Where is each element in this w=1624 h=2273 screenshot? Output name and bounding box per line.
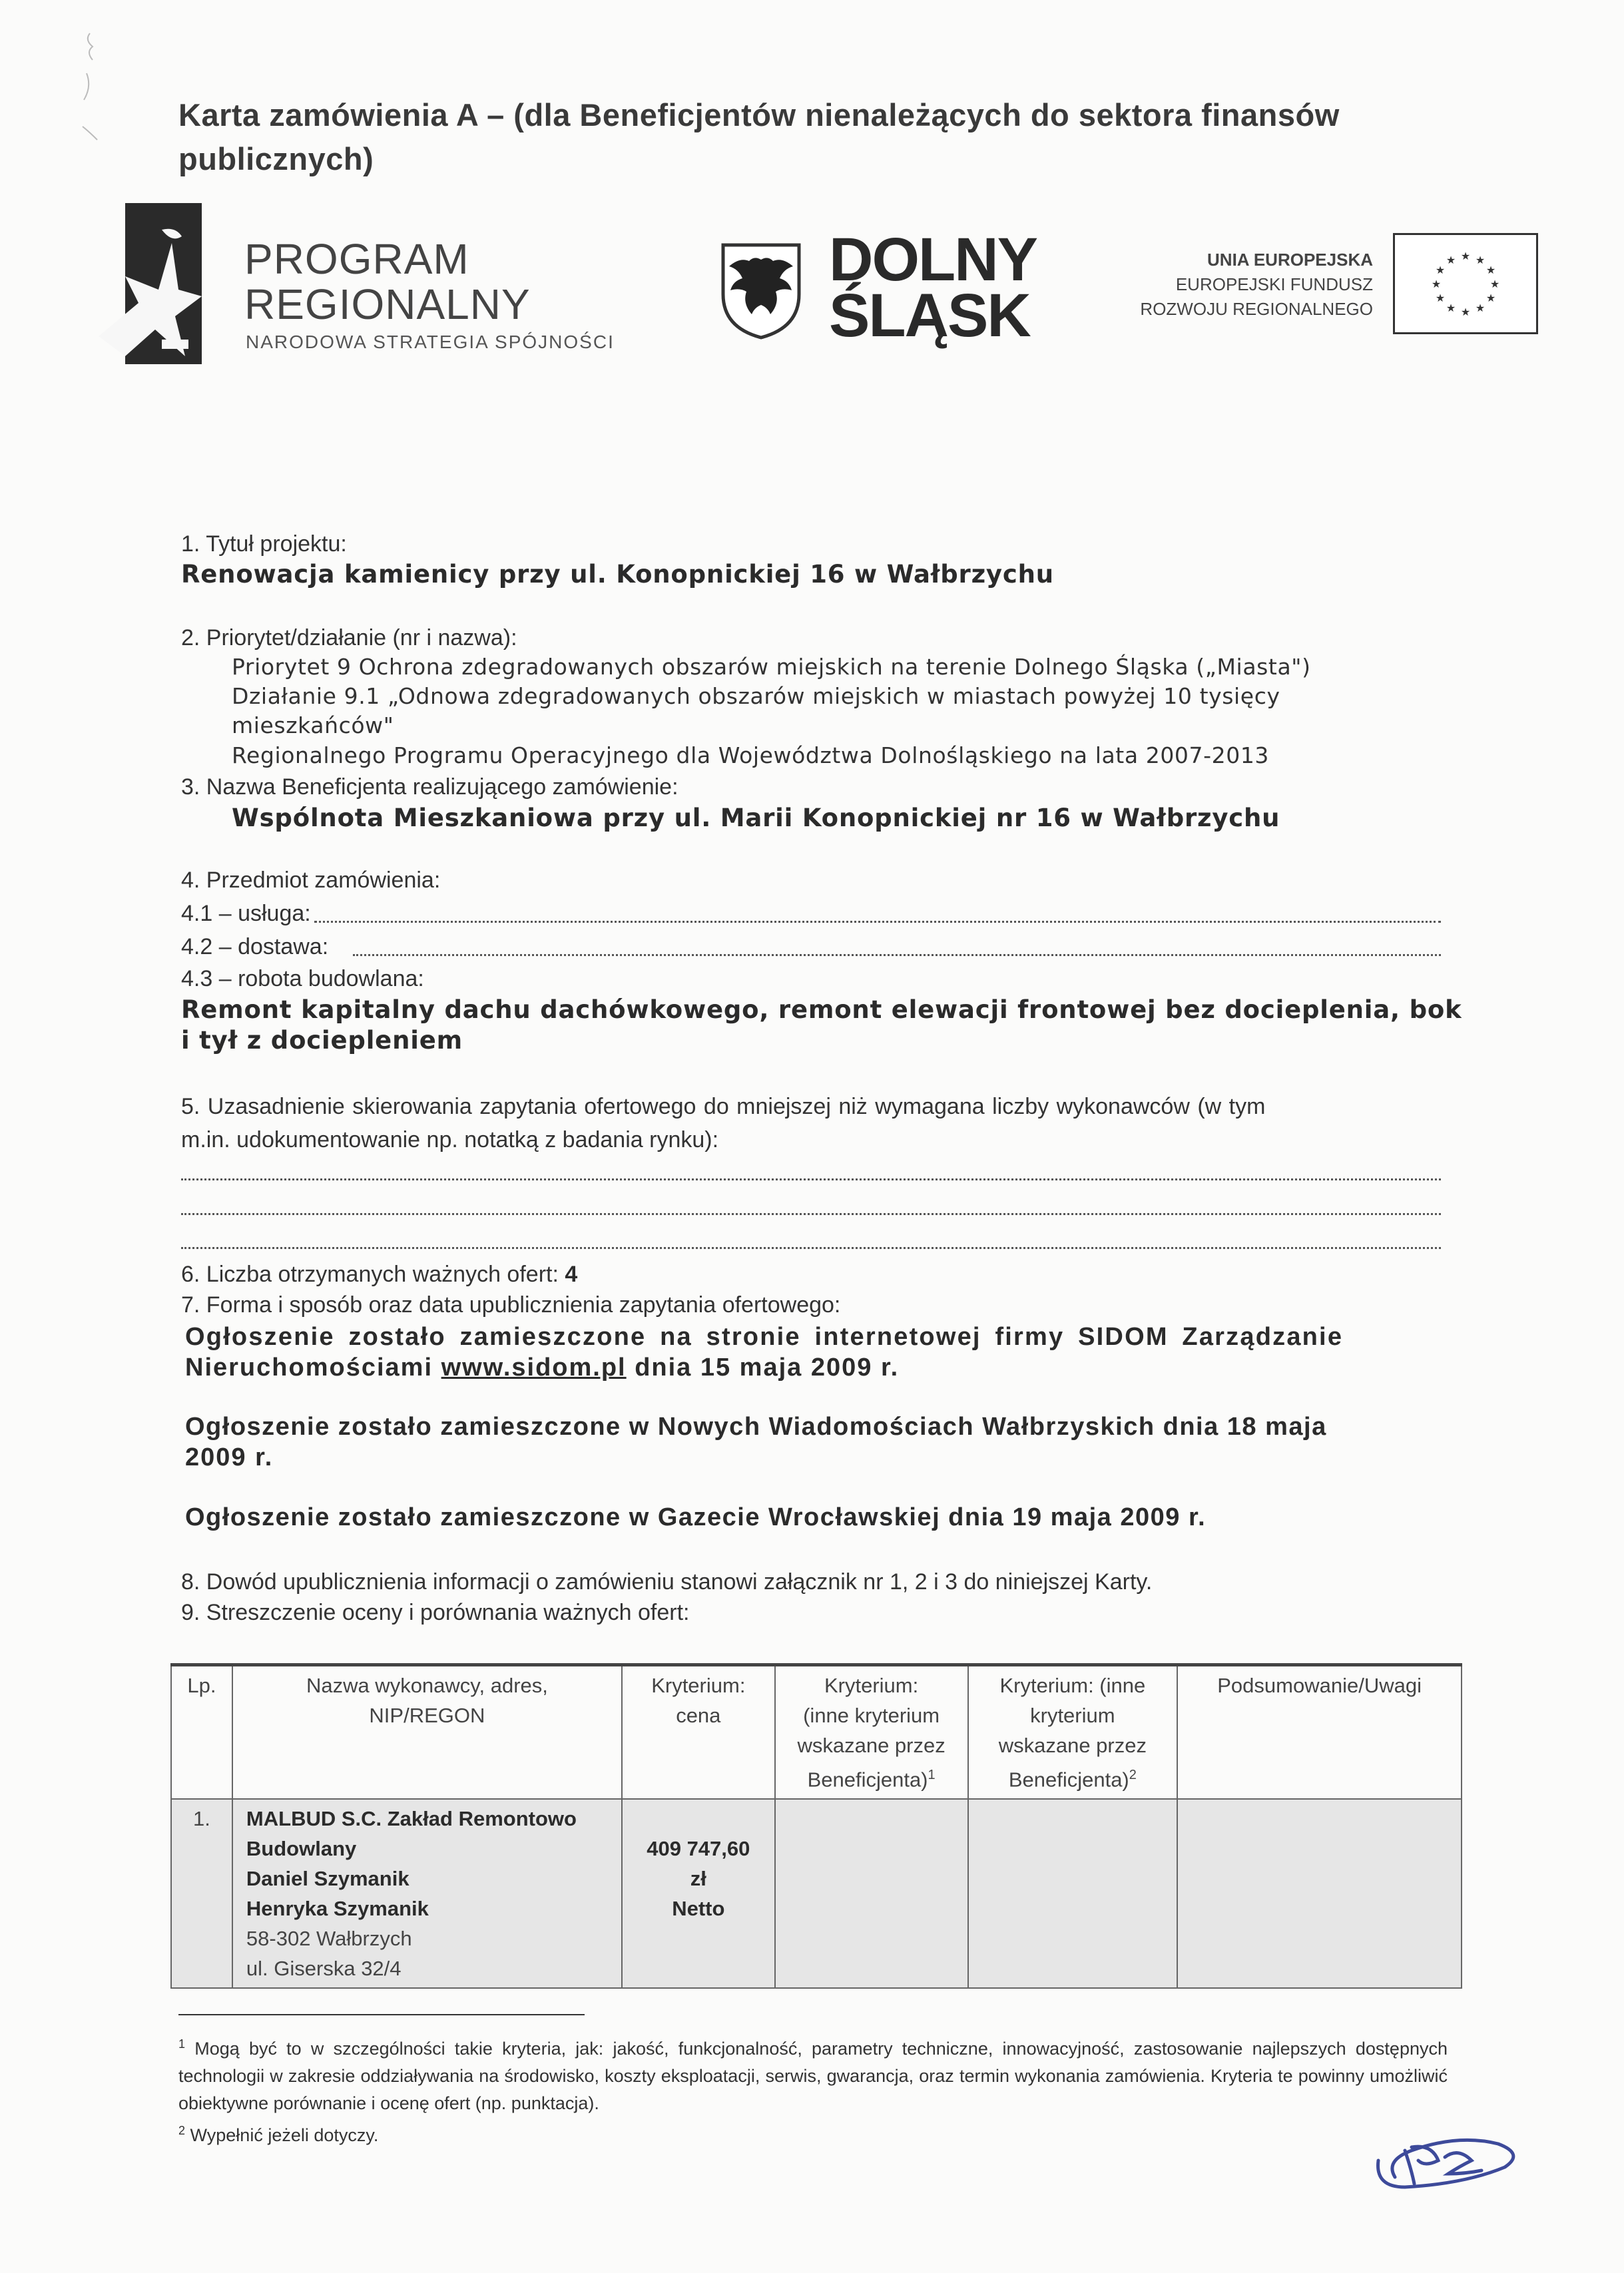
s4-l1-dotted-line <box>314 921 1441 923</box>
header-summary: Podsumowanie/Uwagi <box>1177 1665 1462 1800</box>
header-k1-c: wskazane przez <box>797 1734 946 1757</box>
s4-l2-dotted-line <box>353 954 1441 956</box>
s4-l3: 4.3 – robota budowlana: <box>181 966 424 991</box>
row1-price2: zł <box>690 1867 706 1891</box>
footnote-1-sup: 1 <box>178 2037 186 2051</box>
margin-scribble <box>73 27 107 146</box>
header-name-b: NIP/REGON <box>369 1704 485 1727</box>
s7-p3: Ogłoszenie zostało zamieszczone w Gazecie Wrocławskiej dnia 19 maja 2009 r. <box>185 1503 1207 1531</box>
header-name-a: Nazwa wykonawcy, adres, <box>306 1674 548 1697</box>
header-k2-a: Kryterium: (inne <box>999 1674 1146 1697</box>
row1-name4: Henryka Szymanik <box>246 1897 429 1921</box>
eu-line2: EUROPEJSKI FUNDUSZ <box>1175 274 1373 294</box>
s5-dotted-line-1 <box>181 1178 1441 1180</box>
s5-dotted-line-3 <box>181 1247 1441 1249</box>
s7-p2b: 2009 r. <box>185 1443 274 1471</box>
svg-text:★: ★ <box>1475 302 1486 314</box>
header-price-b: cena <box>676 1704 721 1727</box>
header-criterion-1 <box>775 1665 968 1800</box>
dolny-line2: ŚLĄSK <box>829 282 1030 350</box>
row1-criterion-2 <box>968 1799 1178 1988</box>
footnote-1-text: Mogą być to w szczególności takie kryteria, jak: jakość, funkcjonalność, parametry techniczne, innowacyjność, zastosowanie najlepszych dostępnych technologii w zakresie oddziaływania na środowisko, koszty eksploatacji, serwis, gwarancja, oraz termin wykonania zamówienia. Kryteria te powinny umożliwić obiektywne porównanie i ocenę ofert (np. punktacja). <box>178 2039 1448 2113</box>
row1-criterion-1 <box>775 1799 968 1988</box>
footnote-rule <box>178 2014 585 2015</box>
svg-text:★: ★ <box>1446 254 1456 266</box>
header-k2-d-line <box>975 1760 1171 1794</box>
header-k1-d: Beneficjenta) <box>807 1768 928 1792</box>
s1-label: 1. Tytuł projektu: <box>181 531 347 557</box>
s5-line1: 5. Uzasadnienie skierowania zapytania ofertowego do mniejszej niż wymagana liczby wykonawców (w tym <box>181 1094 1266 1119</box>
s4-label: 4. Przedmiot zamówienia: <box>181 868 441 893</box>
row1-name2: Budowlany <box>246 1837 357 1861</box>
row1-price3: Netto <box>672 1897 725 1921</box>
program-regionalny-name <box>244 236 531 327</box>
row1-contractor <box>232 1799 622 1988</box>
svg-text:★: ★ <box>1435 264 1446 276</box>
svg-text:★: ★ <box>1475 254 1486 266</box>
row1-name1: MALBUD S.C. Zakład Remontowo <box>246 1807 577 1831</box>
header-price <box>622 1665 775 1800</box>
s6-line <box>181 1260 577 1289</box>
footnote-2-sup: 2 <box>178 2124 186 2137</box>
svg-text:★: ★ <box>1489 278 1500 290</box>
row1-name3: Daniel Szymanik <box>246 1867 409 1891</box>
svg-text:★: ★ <box>1486 292 1496 304</box>
row1-price <box>622 1799 775 1988</box>
table-header-row <box>171 1665 1462 1800</box>
document-title: Karta zamówienia A – (dla Beneficjentów nienależących do sektora finansów publicznych) <box>178 97 1340 176</box>
header-price-a: Kryterium: <box>651 1674 746 1697</box>
header-name <box>232 1665 622 1800</box>
header-k2-c: wskazane przez <box>998 1734 1147 1757</box>
eu-label <box>1092 248 1373 322</box>
s4-value2: i tył z dociepleniem <box>181 1026 463 1055</box>
row1-summary <box>1177 1799 1462 1988</box>
s2-line2: Działanie 9.1 „Odnowa zdegradowanych obszarów miejskich w miastach powyżej 10 tysięcy <box>232 683 1280 709</box>
s7-p2a: Ogłoszenie zostało zamieszczone w Nowych Wiadomościach Wałbrzyskich dnia 18 maja <box>185 1413 1327 1441</box>
header-lp: Lp. <box>171 1665 232 1800</box>
s8-line: 8. Dowód upublicznienia informacji o zamówieniu stanowi załącznik nr 1, 2 i 3 do niniejszej Karty. <box>181 1569 1153 1595</box>
s6-value: 4 <box>565 1262 578 1287</box>
offers-table <box>170 1663 1462 1989</box>
svg-text:★: ★ <box>1460 306 1471 318</box>
row1-addr1: 58-302 Wałbrzych <box>246 1927 412 1951</box>
header-k1-a: Kryterium: <box>824 1674 919 1697</box>
program-subtitle: NARODOWA STRATEGIA SPÓJNOŚCI <box>246 332 615 352</box>
s1-value: Renowacja kamienicy przy ul. Konopnickiej 16 w Wałbrzychu <box>181 560 1054 589</box>
header-k1-b: (inne kryterium <box>803 1704 940 1727</box>
row1-price1: 409 747,60 <box>647 1837 750 1861</box>
handwritten-signature-icon <box>1365 2121 1525 2194</box>
s7-p1b <box>185 1352 899 1383</box>
s6-label: 6. Liczba otrzymanych ważnych ofert: <box>181 1262 559 1287</box>
footnote-1 <box>178 2031 1448 2117</box>
s5-dotted-line-2 <box>181 1213 1441 1215</box>
s4-l1: 4.1 – usługa: <box>181 901 311 926</box>
s5-line2: m.in. udokumentowanie np. notatką z badania rynku): <box>181 1127 719 1152</box>
eu-line1: UNIA EUROPEJSKA <box>1207 250 1373 270</box>
table-row <box>171 1799 1462 1988</box>
program-line2: REGIONALNY <box>244 280 531 328</box>
header-k1-d-line <box>782 1760 961 1794</box>
header-k2-d: Beneficjenta) <box>1008 1768 1129 1792</box>
row1-lp: 1. <box>171 1799 232 1988</box>
s2-label: 2. Priorytet/działanie (nr i nazwa): <box>181 625 517 650</box>
s2-line3: mieszkańców" <box>232 712 394 738</box>
s9-line: 9. Streszczenie oceny i porównania ważnych ofert: <box>181 1600 690 1625</box>
program-line1: PROGRAM <box>244 235 469 283</box>
sidom-link[interactable]: www.sidom.pl <box>441 1354 627 1382</box>
header-criterion-2 <box>968 1665 1178 1800</box>
s2-line4: Regionalnego Programu Operacyjnego dla Województwa Dolnośląskiego na lata 2007-2013 <box>232 742 1270 768</box>
svg-text:★: ★ <box>1435 292 1446 304</box>
s7-p1a: Ogłoszenie zostało zamieszczone na stronie internetowej firmy SIDOM Zarządzanie <box>185 1323 1344 1351</box>
svg-text:★: ★ <box>1486 264 1496 276</box>
svg-text:★: ★ <box>1431 278 1442 290</box>
s3-value: Wspólnota Mieszkaniowa przy ul. Marii Konopnickiej nr 16 w Wałbrzychu <box>232 804 1280 832</box>
header-k1-sup: 1 <box>928 1768 936 1782</box>
s4-value1: Remont kapitalny dachu dachówkowego, remont elewacji frontowej bez docieplenia, bok <box>181 995 1462 1024</box>
eagle-crest-icon <box>719 241 803 340</box>
footnotes <box>178 2031 1448 2149</box>
header-k2-sup: 2 <box>1129 1768 1137 1782</box>
s2-line1: Priorytet 9 Ochrona zdegradowanych obszarów miejskich na terenie Dolnego Śląska („Miasta") <box>232 654 1311 680</box>
dolny-line1: DOLNY <box>829 226 1037 294</box>
s7-p1b-post: dnia 15 maja 2009 r. <box>635 1354 900 1382</box>
s7-label: 7. Forma i sposób oraz data upublicznienia zapytania ofertowego: <box>181 1292 841 1318</box>
row1-addr2: ul. Giserska 32/4 <box>246 1957 402 1981</box>
s4-l2: 4.2 – dostawa: <box>181 934 329 959</box>
dolny-slask-logo <box>829 226 1037 350</box>
s7-p1b-pre: Nieruchomościami <box>185 1354 433 1382</box>
eu-flag-icon <box>1393 233 1538 334</box>
svg-text:★: ★ <box>1460 250 1471 262</box>
header-k2-b: kryterium <box>1030 1704 1115 1727</box>
s3-label: 3. Nazwa Beneficjenta realizującego zamówienie: <box>181 774 678 800</box>
footnote-2-text: Wypełnić jeżeli dotyczy. <box>190 2125 379 2145</box>
program-regionalny-logo-icon <box>99 203 202 364</box>
footnote-2 <box>178 2117 1448 2149</box>
eu-line3: ROZWOJU REGIONALNEGO <box>1140 299 1373 319</box>
svg-text:★: ★ <box>1446 302 1456 314</box>
